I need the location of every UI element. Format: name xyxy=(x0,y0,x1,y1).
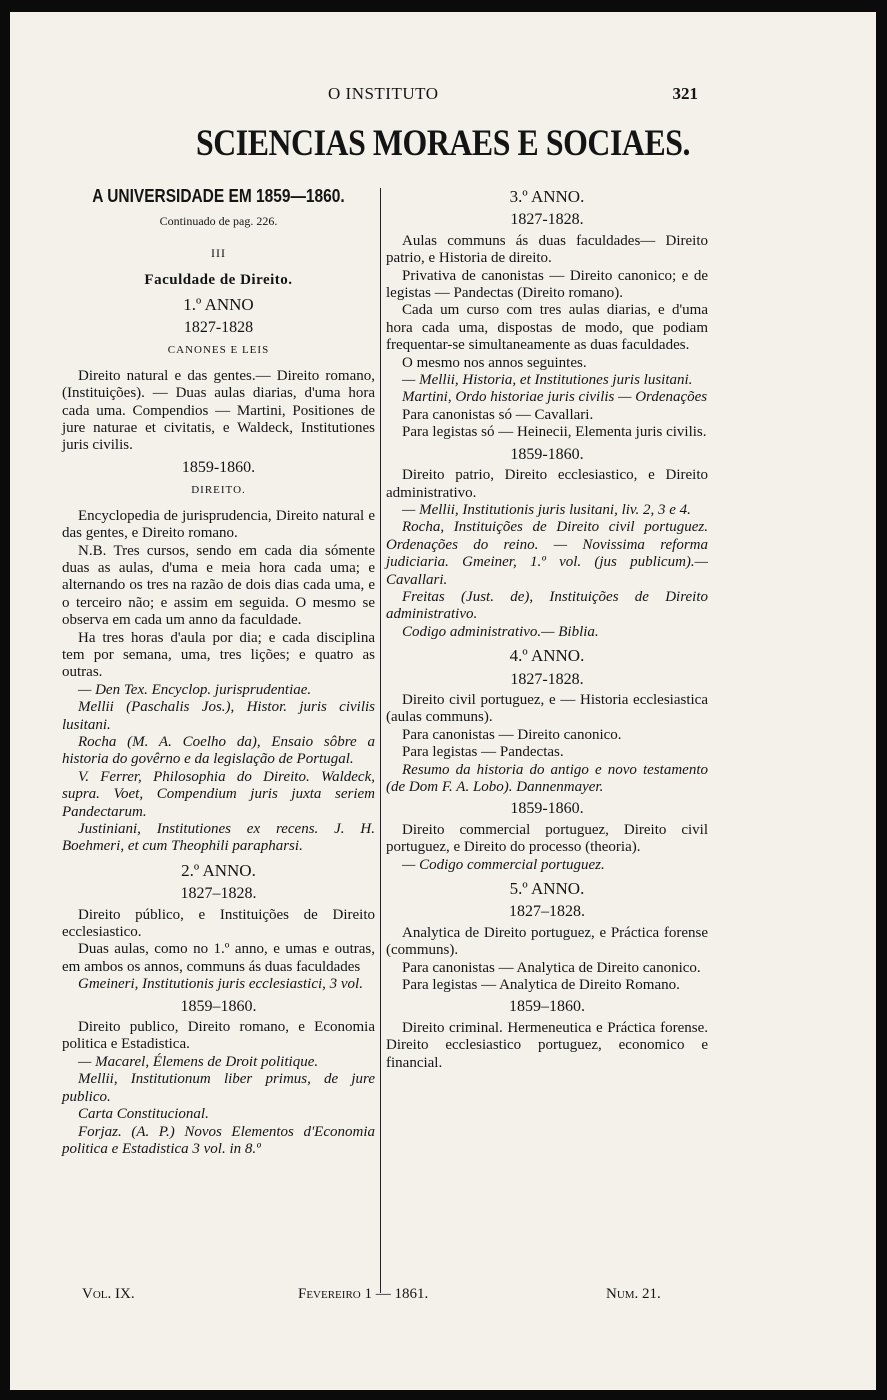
year-1-heading: 1.º ANNO xyxy=(183,294,254,314)
paragraph: Para legistas só — Heinecii, Elementa juris civilis. xyxy=(402,424,707,441)
reference: Rocha, Instituições de Direito civil portuguez. Ordenações do reino. — Novissima reforma judiciaria. Gmeiner, 1.º vol. (jus publicum).— Cavallari. xyxy=(386,519,708,588)
paragraph: Para legistas — Analytica de Direito Romano. xyxy=(402,977,680,994)
reference: Codigo administrativo.— Biblia. xyxy=(402,623,599,640)
reference: Gmeineri, Institutionis juris ecclesiastici, 3 vol. xyxy=(78,976,363,993)
paragraph: Duas aulas, como no 1.º anno, e umas e outras, em ambos os annos, communs ás duas faculdades xyxy=(62,941,375,975)
paragraph: Para canonistas — Direito canonico. xyxy=(402,726,622,743)
continued-note: Continuado de pag. 226. xyxy=(159,214,278,229)
year-3-new-years: 1859-1860. xyxy=(510,445,584,463)
faculty-heading: Faculdade de Direito. xyxy=(144,272,293,289)
section-number: III xyxy=(211,245,226,260)
left-column xyxy=(62,188,375,1158)
year-1-old-years: 1827-1828 xyxy=(183,319,254,337)
footer-date: Fevereiro 1 — 1861. xyxy=(298,1286,429,1302)
paragraph: Aulas communs ás duas faculdades— Direito patrio, e Historia de direito. xyxy=(386,232,708,267)
year-1-subheading: CANONES E LEIS xyxy=(167,344,270,357)
paragraph: Direito civil portuguez, e — Historia ecclesiastica (aulas communs). xyxy=(386,691,708,726)
paragraph: O mesmo nos annos seguintes. xyxy=(402,354,587,371)
paragraph: N.B. Tres cursos, sendo em cada dia sómente duas as aulas, d'uma e meia hora cada uma; e alternando os tres na razão de dois dias cada uma, e o terceiro não; e assim em seguida. O mesmo se observa em cada um anno da faculdade. xyxy=(62,542,375,629)
running-header xyxy=(10,84,876,108)
document-page xyxy=(10,12,876,1390)
paragraph: Para canonistas só — Cavallari. xyxy=(402,406,594,423)
page-footer xyxy=(10,1286,876,1308)
year-1-new-years: 1859-1860. xyxy=(181,458,256,476)
paragraph: Direito público, e Instituições de Direito ecclesiastico. xyxy=(62,906,375,941)
reference: Freitas (Just. de), Instituições de Direito administrativo. xyxy=(386,588,708,623)
paragraph: Analytica de Direito portuguez, e Práctica forense (communs). xyxy=(386,924,708,959)
year-5-old-years: 1827–1828. xyxy=(509,903,585,921)
paragraph: Para legistas — Pandectas. xyxy=(402,744,564,761)
reference: Martini, Ordo historiae juris civilis — Ordenações xyxy=(402,389,708,406)
year-2-heading: 2.º ANNO. xyxy=(181,860,256,880)
year-3-old-years: 1827-1828. xyxy=(510,211,584,229)
reference: Rocha (M. A. Coelho da), Ensaio sôbre a historia do govêrno e da legislação de Portugal. xyxy=(62,733,375,768)
footer-number: Num. 21. xyxy=(606,1286,661,1302)
paragraph: Para canonistas — Analytica de Direito canonico. xyxy=(402,959,701,976)
page-number: 321 xyxy=(672,84,698,103)
right-column xyxy=(386,188,708,1072)
paragraph: Direito criminal. Hermeneutica e Práctica forense. Direito ecclesiastico portuguez, economico e financial. xyxy=(386,1019,708,1071)
year-2-new-years: 1859–1860. xyxy=(180,997,257,1015)
footer-volume: Vol. IX. xyxy=(82,1286,135,1302)
year-3-heading: 3.º ANNO. xyxy=(509,187,585,206)
year-4-new-years: 1859-1860. xyxy=(510,800,584,818)
column-divider xyxy=(380,188,381,1293)
reference: — Mellii, Historia, et Institutiones juris lusitani. xyxy=(402,372,693,389)
year-5-new-years: 1859–1860. xyxy=(509,998,585,1016)
reference: Carta Constitucional. xyxy=(78,1106,209,1123)
reference: — Codigo commercial portuguez. xyxy=(402,856,605,873)
year-4-old-years: 1827-1828. xyxy=(510,670,584,688)
paragraph: Cada um curso com tres aulas diarias, e d'uma hora cada uma, dispostas de modo, que podiam frequentar-se simultaneamente as duas faculdades. xyxy=(386,302,708,354)
paragraph: Ha tres horas d'aula por dia; e cada disciplina tem por semana, uma, tres lições; e quatro as outras. xyxy=(62,629,375,681)
paragraph: Direito commercial portuguez, Direito civil portuguez, e Direito do processo (theoria). xyxy=(386,821,708,856)
reference: Mellii (Paschalis Jos.), Histor. juris civilis lusitani. xyxy=(62,699,375,733)
article-heading: A UNIVERSIDADE EM 1859—1860. xyxy=(92,186,345,206)
paragraph: Direito publico, Direito romano, e Economia politica e Estadistica. xyxy=(62,1019,375,1053)
reference: V. Ferrer, Philosophia do Direito. Waldeck, supra. Voet, Compendium juris juxta seriem Pandectarum. xyxy=(62,768,375,820)
reference: Mellii, Institutionum liber primus, de jure publico. xyxy=(62,1071,375,1105)
year-4-heading: 4.º ANNO. xyxy=(509,646,585,666)
year-1-subheading-2: DIREITO. xyxy=(191,484,246,497)
reference: — Mellii, Institutionis juris lusitani, liv. 2, 3 e 4. xyxy=(402,501,691,518)
paragraph: Direito patrio, Direito ecclesiastico, e Direito administrativo. xyxy=(386,467,708,501)
running-title: O INSTITUTO xyxy=(328,84,439,103)
reference: — Den Tex. Encyclop. jurisprudentiae. xyxy=(78,681,312,698)
paragraph: Direito natural e das gentes.— Direito romano, (Instituições). — Duas aulas diarias, d'uma hora cada uma. Compendios — Martini, Positiones de jure naturae et civitatis, e Waldeck, Institutiones juris civilis. xyxy=(62,367,375,454)
reference: — Macarel, Élemens de Droit politique. xyxy=(78,1053,319,1070)
reference: Resumo da historia do antigo e novo testamento (de Dom F. A. Lobo). Dannenmayer. xyxy=(386,761,708,795)
paragraph: Encyclopedia de jurisprudencia, Direito natural e das gentes, e Direito romano. xyxy=(62,507,375,542)
year-5-heading: 5.º ANNO. xyxy=(509,879,585,899)
paragraph: Privativa de canonistas — Direito canonico; e de legistas — Pandectas (Direito romano). xyxy=(386,267,708,302)
reference: Forjaz. (A. P.) Novos Elementos d'Economia politica e Estadistica 3 vol. in 8.º xyxy=(62,1123,375,1157)
reference: Justiniani, Institutiones ex recens. J. H. Boehmeri, et cum Theophili parapharsi. xyxy=(62,821,375,855)
section-title: SCIENCIAS MORAES E SOCIAES. xyxy=(195,123,691,164)
year-2-old-years: 1827–1828. xyxy=(180,885,257,903)
